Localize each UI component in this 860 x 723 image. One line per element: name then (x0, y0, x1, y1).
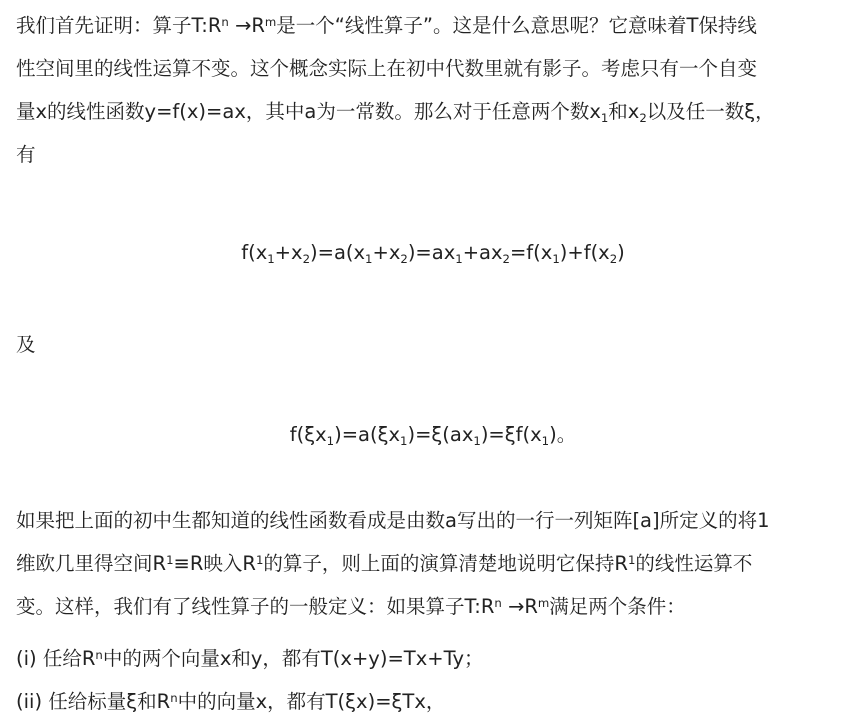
text-run: 中的向量x，都有T(ξx)=ξTx， (177, 690, 446, 713)
text-run: 中的两个向量x和y，都有T(x+y)=Tx+Ty； (102, 647, 484, 670)
text-run: 的算子，则上面的演算清楚地说明它保持R (263, 552, 628, 575)
math-run: ) (617, 241, 625, 264)
condition-i (16, 637, 850, 680)
subscript: 2 (502, 252, 510, 267)
text-run: 量x的线性函数y=f(x)=ax，其中a为一常数。那么对于任意两个数x (16, 100, 601, 123)
math-run: +x (274, 241, 303, 264)
math-run: f(ξx (289, 423, 327, 446)
text-run: ≡R映入R (173, 552, 256, 575)
superscript: m (537, 595, 550, 610)
math-run: +ax (462, 241, 503, 264)
superscript: m (264, 14, 277, 29)
article-page (0, 4, 860, 713)
subscript: 1 (267, 252, 275, 267)
text-run: (i) 任给R (16, 647, 96, 670)
text-run: (ii) 任给标量ξ和R (16, 690, 171, 713)
and-paragraph (16, 323, 850, 366)
subscript: 1 (600, 111, 609, 126)
text-run: →R (228, 14, 265, 37)
definition-paragraph (16, 499, 850, 628)
superscript: 1 (166, 552, 174, 567)
math-run: )=a(ξx (334, 423, 401, 446)
math-run: f(x (241, 241, 268, 264)
math-run: )=ξf(x (480, 423, 542, 446)
superscript: n (494, 595, 502, 610)
text-run: 满足两个条件： (549, 595, 686, 618)
text-run: 维欧几里得空间R (16, 552, 167, 575)
math-run: =f(x (509, 241, 553, 264)
intro-paragraph (16, 4, 850, 176)
subscript: 2 (639, 111, 647, 126)
text-run: →R (501, 595, 538, 618)
definition-line-3 (16, 585, 850, 628)
intro-line-4 (16, 133, 850, 176)
text-run: 及 (16, 333, 36, 356)
definition-line-1 (16, 499, 850, 542)
intro-line-1 (16, 4, 850, 47)
math-run: )+f(x (559, 241, 610, 264)
math-run: )=a(x (310, 241, 366, 264)
intro-line-3 (16, 90, 850, 133)
text-run: 变。这样，我们有了线性算子的一般定义：如果算子T:R (16, 595, 495, 618)
text-run: 是一个“线性算子”。这是什么意思呢？它意味着T保持线 (276, 14, 757, 37)
condition-ii (16, 680, 850, 723)
superscript: 1 (627, 552, 636, 567)
text-run: 有 (16, 143, 36, 166)
math-run: )=ξ(ax (407, 423, 474, 446)
text-run: 和x (608, 100, 640, 123)
subscript: 1 (400, 434, 408, 449)
subscript: 2 (400, 252, 408, 267)
text-run: 的线性运算不 (635, 552, 753, 575)
homogeneity-equation (16, 420, 850, 450)
subscript: 1 (326, 434, 335, 449)
text-run: 以及任一数ξ， (646, 100, 775, 123)
superscript: n (221, 14, 229, 29)
math-run: )=ax (407, 241, 456, 264)
subscript: 1 (541, 434, 550, 449)
intro-line-2 (16, 47, 850, 90)
text-run: 如果把上面的初中生都知道的线性函数看成是由数a写出的一行一列矩阵[a]所定义的将1 (16, 509, 770, 532)
subscript: 2 (609, 252, 618, 267)
subscript: 1 (455, 252, 463, 267)
superscript: n (95, 647, 103, 662)
math-run: +x (372, 241, 401, 264)
superscript: n (170, 690, 178, 705)
definition-line-2 (16, 542, 850, 585)
subscript: 1 (473, 434, 481, 449)
superscript: 1 (255, 552, 264, 567)
text-run: 我们首先证明：算子T:R (16, 14, 222, 37)
math-run: )。 (549, 423, 577, 446)
additivity-equation (16, 238, 850, 268)
subscript: 1 (552, 252, 560, 267)
text-run: 性空间里的线性运算不变。这个概念实际上在初中代数里就有影子。考虑只有一个自变 (16, 57, 758, 80)
subscript: 1 (365, 252, 373, 267)
subscript: 2 (302, 252, 310, 267)
